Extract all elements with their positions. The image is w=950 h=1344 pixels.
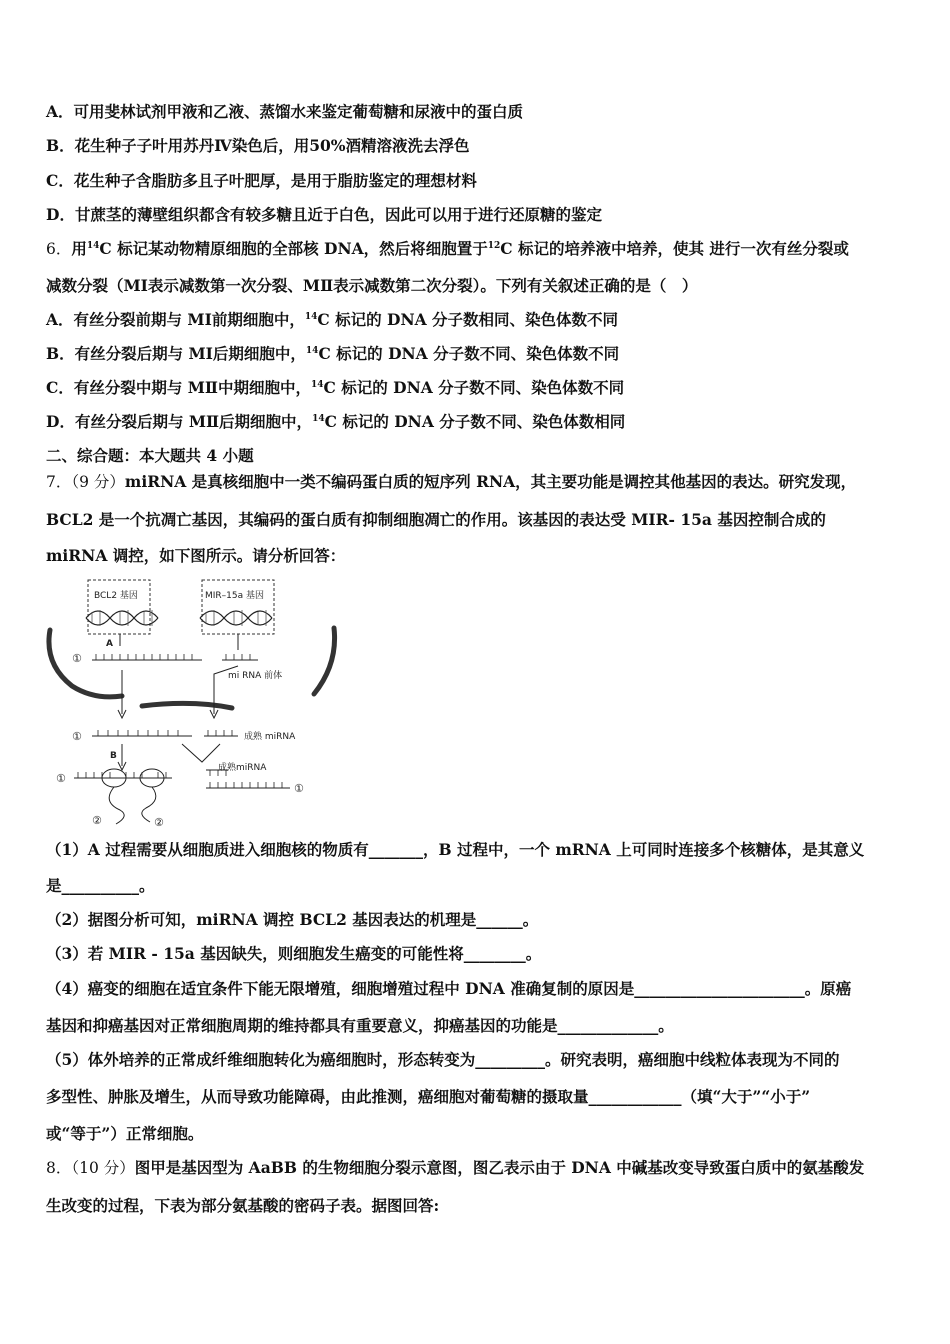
q5-option-a: A．可用斐林试剂甲液和乙液、蒸馏水来鉴定葡萄糖和尿液中的蛋白质 [46, 102, 524, 121]
circle-1-mid: ① [72, 730, 82, 743]
arrow-merge [182, 744, 220, 762]
circle-1-top: ① [72, 652, 82, 665]
label-b: B [110, 751, 117, 761]
q7-sub5-line3: 或“等于”）正常细胞。 [46, 1124, 204, 1143]
label-a: A [106, 639, 113, 649]
q6-option-c: C．有丝分裂中期与 MⅡ中期细胞中，$^{14}$C 标记的 DNA 分子数不同、染色体数不同 [46, 378, 625, 397]
q7-sub4-line1: （4）癌变的细胞在适宜条件下能无限增殖，细胞增殖过程中 DNA 准确复制的原因是______________________。原癌 [46, 979, 852, 998]
q6-option-a: A．有丝分裂前期与 MⅠ前期细胞中，$^{14}$C 标记的 DNA 分子数相同、染色体数不同 [46, 310, 619, 329]
peptide-chain-1 [109, 787, 124, 824]
bcl2-gene-box [88, 580, 150, 634]
q8-number: 8． [46, 1159, 72, 1177]
mir-dna-helix-strand2 [200, 611, 272, 625]
q7-sub5-line1: （5）体外培养的正常成纤维细胞转化为癌细胞时，形态转变为_________。研究表明，癌细胞中线粒体表现为不同的 [46, 1050, 840, 1069]
mature-mirna-label-2: 成熟miRNA [218, 763, 267, 773]
q7-sub5-line2: 多型性、肿胀及增生，从而导致功能障碍，由此推测，癌细胞对葡萄糖的摄取量____________（填“大于”“小于” [46, 1087, 811, 1106]
q8-score: （10 分） [71, 1159, 135, 1177]
q5-option-d: D．甘蔗茎的薄壁组织都含有较多糖且近于白色，因此可以用于进行还原糖的鉴定 [46, 205, 602, 224]
nuclear-membrane-bottom [142, 703, 232, 708]
q6-option-d: D．有丝分裂后期与 MⅡ后期细胞中，$^{14}$C 标记的 DNA 分子数不同、染色体数相同 [46, 412, 626, 431]
bcl2-dna-helix-strand1 [86, 611, 158, 625]
mir-dna-helix-strand1 [200, 611, 272, 625]
bcl2-gene-label: BCL2 基因 [94, 591, 138, 601]
q5-option-b: B．花生种子子叶用苏丹Ⅳ染色后，用50%酒精溶液洗去浮色 [46, 136, 470, 155]
mir15a-gene-label: MIR–15a 基因 [205, 591, 265, 601]
section-title: 二、综合题：本大题共 4 小题 [46, 446, 254, 465]
precursor-label: mi RNA 前体 [228, 671, 283, 681]
mrna-ticks-top [96, 654, 192, 660]
mature-mirna-label-1: 成熟 miRNA [244, 732, 296, 742]
q7-sub2: （2）据图分析可知，miRNA 调控 BCL2 基因表达的机理是______。 [46, 910, 539, 929]
circle-1-right: ① [294, 782, 304, 795]
mirna-regulation-diagram [42, 574, 342, 832]
q7-sub1-line1: （1）A 过程需要从细胞质进入细胞核的物质有_______，B 过程中，一个 mRNA 上可同时连接多个核糖体，是其意义 [46, 840, 865, 859]
q7-sub1-line2: 是__________。 [46, 876, 155, 895]
q7-sub4-line2: 基因和抑癌基因对正常细胞周期的维持都具有重要意义，抑癌基因的功能是_____________。 [46, 1016, 674, 1035]
q7-number: 7． [46, 473, 72, 491]
q7-stem-line3: miRNA 调控，如下图所示。请分析回答： [46, 546, 346, 565]
q7-stem-line1: 7．（9 分）miRNA 是真核细胞中一类不编码蛋白质的短序列 RNA，其主要功能是调控其他基因的表达。研究发现， [46, 472, 857, 491]
q8-stem-line1: 8．（10 分）图甲是基因型为 AaBB 的生物细胞分裂示意图，图乙表示由于 DNA 中碱基改变导致蛋白质中的氨基酸发 [46, 1158, 865, 1177]
circle-2-left: ② [92, 814, 102, 827]
q6-option-b: B．有丝分裂后期与 MⅠ后期细胞中，$^{14}$C 标记的 DNA 分子数不同、染色体数不同 [46, 344, 620, 363]
q7-score: （9 分） [71, 473, 125, 491]
helix-rungs [92, 610, 266, 626]
q7-stem-line2: BCL2 是一个抗凋亡基因，其编码的蛋白质有抑制细胞凋亡的作用。该基因的表达受 MIR- 15a 基因控制合成的 [46, 510, 826, 529]
circle-2-right: ② [154, 816, 164, 829]
bcl2-dna-helix-strand2 [86, 611, 158, 625]
q8-stem-line2: 生改变的过程，下表为部分氨基酸的密码子表。据图回答: [46, 1196, 440, 1215]
q6-stem-line1: 6．用$^{14}$C 标记某动物精原细胞的全部核 DNA，然后将细胞置于$^{12}$C 标记的培养液中培养，使其 进行一次有丝分裂或 [46, 239, 849, 258]
mir15a-gene-box [202, 580, 274, 634]
q6-number: 6． [46, 240, 72, 258]
q7-sub3: （3）若 MIR - 15a 基因缺失，则细胞发生癌变的可能性将________。 [46, 944, 542, 963]
q6-stem-line2: 减数分裂（MⅠ表示减数第一次分裂、MⅡ表示减数第二次分裂）。下列有关叙述正确的是（ ） [46, 276, 698, 295]
circle-1-bottom: ① [56, 772, 66, 785]
q5-option-c: C．花生种子含脂肪多且子叶肥厚，是用于脂肪鉴定的理想材料 [46, 171, 477, 190]
nuclear-membrane-right [314, 628, 335, 694]
